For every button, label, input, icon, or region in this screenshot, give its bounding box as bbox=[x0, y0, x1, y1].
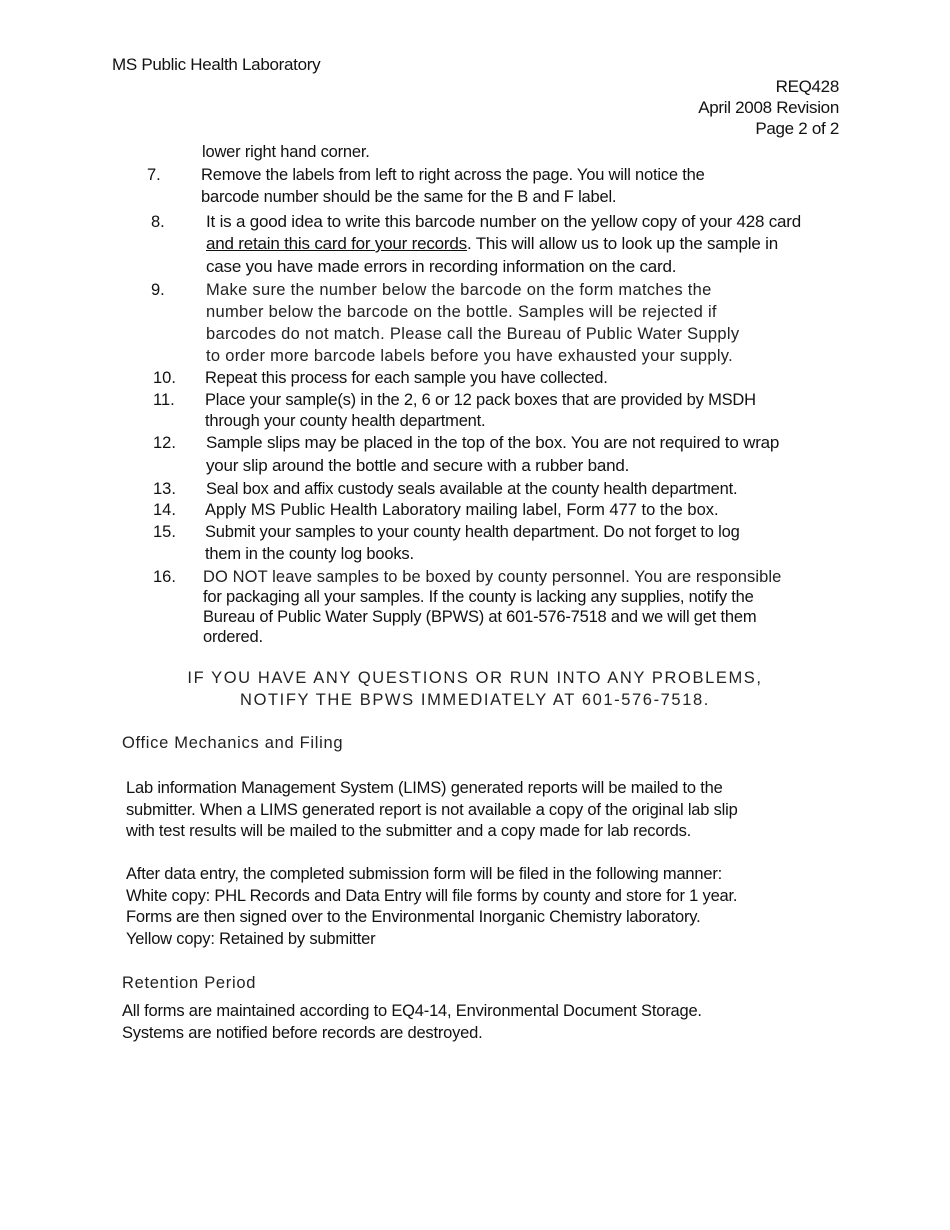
paragraph-line: All forms are maintained according to EQ4-14, Environmental Document Storage. bbox=[122, 1002, 702, 1020]
form-id: REQ428 bbox=[775, 77, 839, 96]
retention-period-heading: Retention Period bbox=[122, 974, 257, 992]
step-number: 16. bbox=[153, 568, 176, 586]
step-line: them in the county log books. bbox=[205, 545, 414, 563]
office-mechanics-heading: Office Mechanics and Filing bbox=[122, 734, 344, 752]
step-line: Sample slips may be placed in the top of the box. You are not required to wrap bbox=[206, 433, 780, 452]
lab-name: MS Public Health Laboratory bbox=[112, 55, 321, 74]
step-line: Bureau of Public Water Supply (BPWS) at 601-576-7518 and we will get them bbox=[203, 608, 757, 626]
step-line: Submit your samples to your county health department. Do not forget to log bbox=[205, 523, 740, 541]
revision-date: April 2008 Revision bbox=[698, 98, 839, 117]
step-line: to order more barcode labels before you have exhausted your supply. bbox=[206, 347, 734, 365]
step-line: Apply MS Public Health Laboratory mailing label, Form 477 to the box. bbox=[205, 501, 719, 519]
step-number: 7. bbox=[147, 166, 161, 184]
step-line: for packaging all your samples. If the county is lacking any supplies, notify the bbox=[203, 588, 754, 606]
step-number: 11. bbox=[153, 391, 175, 409]
paragraph-line: Lab information Management System (LIMS) generated reports will be mailed to the bbox=[126, 779, 723, 797]
paragraph-line: White copy: PHL Records and Data Entry will file forms by county and store for 1 year. bbox=[126, 886, 738, 905]
step-number: 9. bbox=[151, 281, 165, 299]
filing-paragraph bbox=[126, 864, 737, 951]
step-number: 13. bbox=[153, 480, 176, 498]
step-line: through your county health department. bbox=[205, 412, 486, 430]
paragraph-line: Yellow copy: Retained by submitter bbox=[126, 930, 376, 949]
paragraph-line: After data entry, the completed submission form will be filed in the following manner: bbox=[126, 865, 723, 883]
step-line: your slip around the bottle and secure with a rubber band. bbox=[206, 456, 630, 475]
step-line: Repeat this process for each sample you have collected. bbox=[205, 369, 608, 387]
step-line: and retain this card for your records. This will allow us to look up the sample in bbox=[206, 234, 778, 253]
paragraph-line: with test results will be mailed to the submitter and a copy made for lab records. bbox=[126, 822, 692, 841]
step-line: Remove the labels from left to right across the page. You will notice the bbox=[201, 166, 705, 184]
paragraph-line: Forms are then signed over to the Environmental Inorganic Chemistry laboratory. bbox=[126, 908, 701, 927]
step-number: 12. bbox=[153, 434, 176, 452]
step-line: barcodes do not match. Please call the Bureau of Public Water Supply bbox=[206, 325, 740, 343]
step-line: case you have made errors in recording information on the card. bbox=[206, 257, 677, 276]
retention-paragraph bbox=[122, 1001, 702, 1044]
step-number: 14. bbox=[153, 501, 176, 519]
step-line: Make sure the number below the barcode on the form matches the bbox=[206, 281, 712, 299]
page-number: Page 2 of 2 bbox=[755, 119, 839, 138]
step-line: Seal box and affix custody seals available at the county health department. bbox=[206, 480, 738, 498]
step-line: It is a good idea to write this barcode number on the yellow copy of your 428 card bbox=[206, 212, 802, 231]
paragraph-line: Systems are notified before records are destroyed. bbox=[122, 1023, 483, 1042]
step-number: 10. bbox=[153, 369, 176, 387]
step-6-continuation: lower right hand corner. bbox=[202, 143, 370, 161]
step-number: 8. bbox=[151, 213, 165, 231]
step-line: ordered. bbox=[203, 628, 263, 646]
lims-paragraph bbox=[126, 778, 738, 843]
retain-card-emphasis: and retain this card for your records bbox=[206, 234, 467, 253]
step-line: DO NOT leave samples to be boxed by county personnel. You are responsible bbox=[203, 568, 782, 586]
step-number: 15. bbox=[153, 523, 176, 541]
paragraph-line: submitter. When a LIMS generated report is not available a copy of the original lab slip bbox=[126, 800, 738, 819]
step-line: barcode number should be the same for the B and F label. bbox=[201, 188, 617, 206]
step-line: Place your sample(s) in the 2, 6 or 12 pack boxes that are provided by MSDH bbox=[205, 391, 756, 409]
contact-notice-line-2: NOTIFY THE BPWS IMMEDIATELY AT 601-576-7518. bbox=[240, 691, 710, 709]
contact-notice-line-1: IF YOU HAVE ANY QUESTIONS OR RUN INTO ANY PROBLEMS, bbox=[187, 669, 763, 687]
step-line: number below the barcode on the bottle. Samples will be rejected if bbox=[206, 303, 717, 321]
